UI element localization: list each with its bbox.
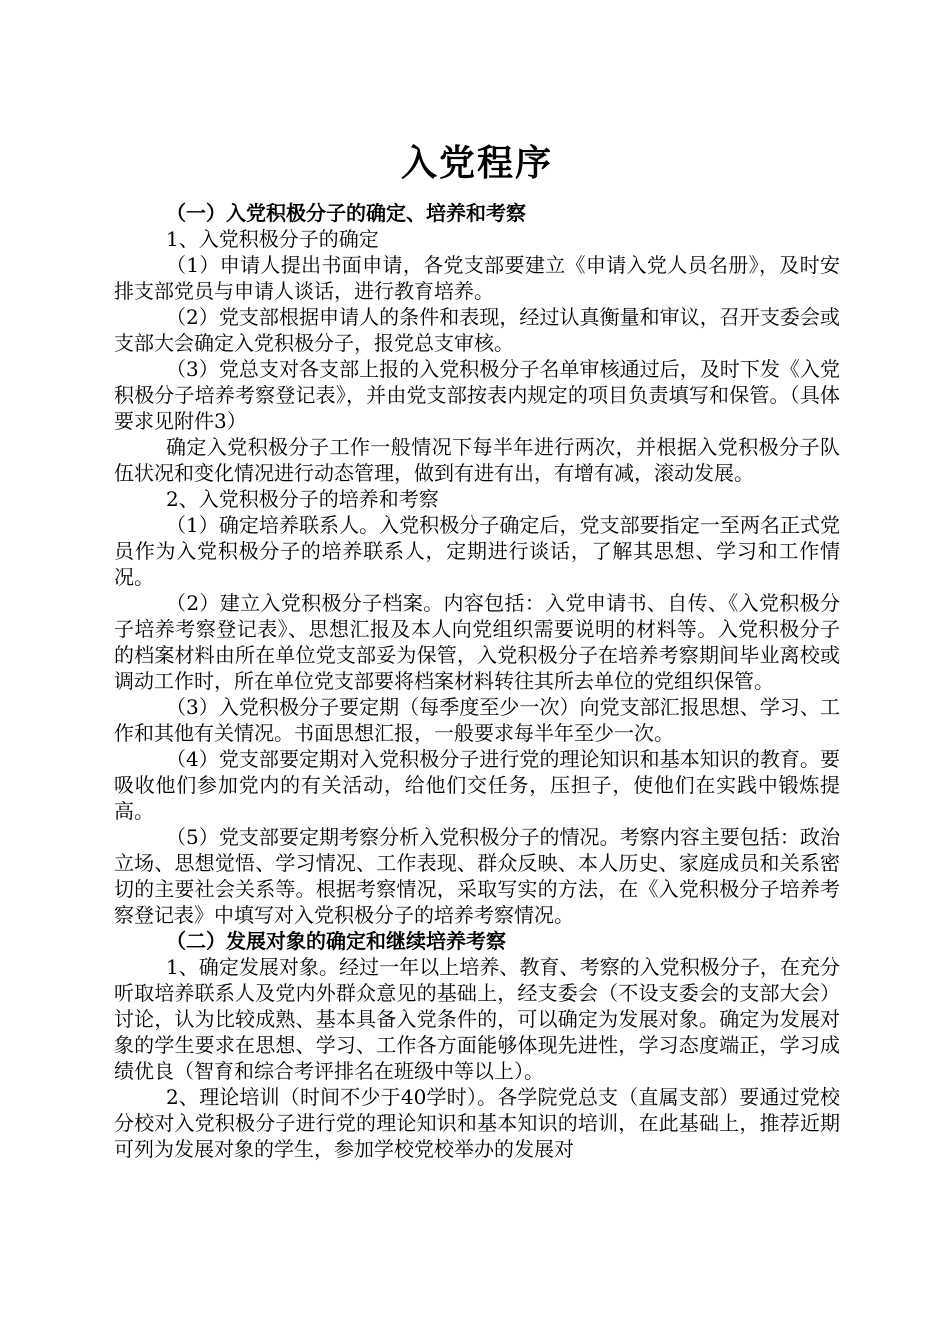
paragraph: （5）党支部要定期考察分析入党积极分子的情况。考察内容主要包括：政治立场、思想觉悟、学习情况、工作表现、群众反映、本人历史、家庭成员和关系密切的主要社会关系等。根据考察情况，采取写实的方法，在《入党积极分子培养考察登记表》中填写对入党积极分子的培养考察情况。 <box>114 825 840 927</box>
section-heading-1: （一）入党积极分子的确定、培养和考察 <box>166 201 526 225</box>
paragraph: （1）确定培养联系人。入党积极分子确定后，党支部要指定一至两名正式党员作为入党积极分子的培养联系人，定期进行谈话，了解其思想、学习和工作情况。 <box>114 513 840 589</box>
document-page <box>114 140 840 1162</box>
paragraph: （2）党支部根据申请人的条件和表现，经过认真衡量和审议，召开支委会或支部大会确定入党积极分子，报党总支审核。 <box>114 305 840 355</box>
paragraph: （3）党总支对各支部上报的入党积极分子名单审核通过后，及时下发《入党积极分子培养考察登记表》，并由党支部按表内规定的项目负责填写和保管。（具体要求见附件3） <box>114 357 840 433</box>
paragraph: （2）建立入党积极分子档案。内容包括：入党申请书、自传、《入党积极分子培养考察登记表》、思想汇报及本人向党组织需要说明的材料等。入党积极分子的档案材料由所在单位党支部妥为保管，入党积极分子在培养考察期间毕业离校或调动工作时，所在单位党支部要将档案材料转往其所去单位的党组织保管。 <box>114 591 840 693</box>
paragraph: 2、理论培训（时间不少于40学时）。各学院党总支（直属支部）要通过党校分校对入党积极分子进行党的理论知识和基本知识的培训，在此基础上，推荐近期可列为发展对象的学生，参加学校党校举办的发展对 <box>114 1085 840 1161</box>
paragraph: 确定入党积极分子工作一般情况下每半年进行两次，并根据入党积极分子队伍状况和变化情况进行动态管理，做到有进有出，有增有减，滚动发展。 <box>114 435 840 485</box>
paragraph: （1）申请人提出书面申请，各党支部要建立《申请入党人员名册》，及时安排支部党员与申请人谈话，进行教育培养。 <box>114 253 840 303</box>
paragraph: （4）党支部要定期对入党积极分子进行党的理论知识和基本知识的教育。要吸收他们参加党内的有关活动，给他们交任务，压担子，使他们在实践中锻炼提高。 <box>114 747 840 823</box>
document-title: 入党程序 <box>400 143 553 184</box>
subsection-heading-2: 2、入党积极分子的培养和考察 <box>166 487 439 511</box>
section-heading-2: （二）发展对象的确定和继续培养考察 <box>166 929 506 953</box>
paragraph: 1、确定发展对象。经过一年以上培养、教育、考察的入党积极分子，在充分听取培养联系人及党内外群众意见的基础上，经支委会（不设支委会的支部大会）讨论，认为比较成熟、基本具备入党条件的，可以确定为发展对象。确定为发展对象的学生要求在思想、学习、工作各方面能够体现先进性，学习态度端正，学习成绩优良（智育和综合考评排名在班级中等以上）。 <box>114 955 840 1083</box>
subsection-heading-1: 1、入党积极分子的确定 <box>166 227 379 251</box>
paragraph: （3）入党积极分子要定期（每季度至少一次）向党支部汇报思想、学习、工作和其他有关情况。书面思想汇报，一般要求每半年至少一次。 <box>114 695 840 745</box>
